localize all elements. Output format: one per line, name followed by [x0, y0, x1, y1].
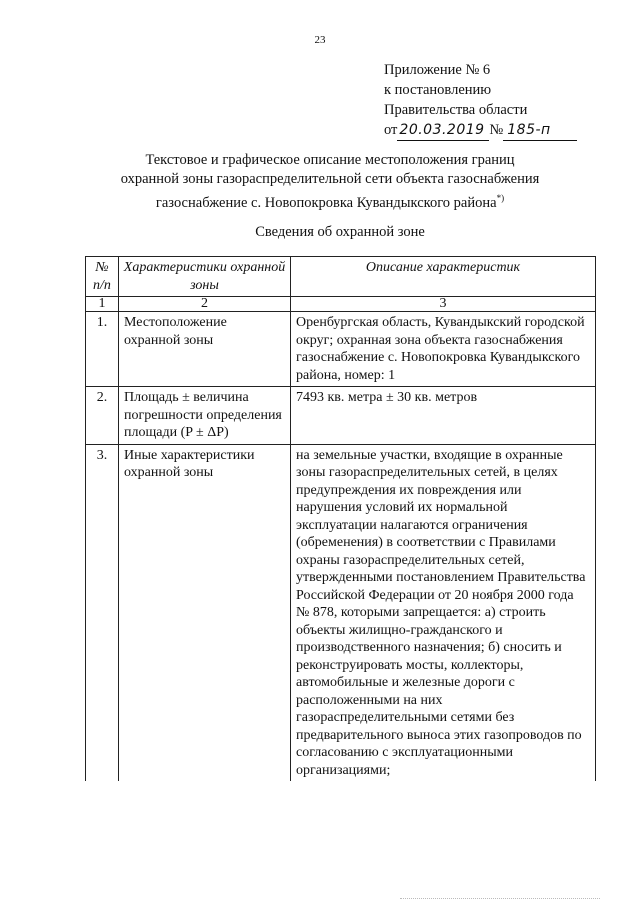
scan-artifact: [400, 898, 600, 903]
section-subtitle: Сведения об охранной зоне: [255, 224, 425, 240]
row-description: на земельные участки, входящие в охранные зоны газораспределительных сетей, в целях предупреждения их повреждения или нарушения условий их нормальной эксплуатации налагаются ограничения (обременения) в соответствии с Правилами охраны газораспределительных сетей, утвержденными постановлением Правительства Российской Федерации от 20 ноября 2000 года № 878, которыми запрещается: а) строить объекты жилищно-гражданского и производственного назначения; б) сносить и реконструировать мосты, коллекторы, автомобильные и железные дороги с расположенными на них газораспределительными сетями без предварительного выноса этих газопроводов по согласованию с эксплуатационными организациями;: [291, 444, 596, 781]
row-characteristic: Площадь ± величина погрешности определения площади (P ± ΔP): [119, 387, 291, 445]
index-cell: 3: [291, 297, 596, 312]
header-number: № п/п: [86, 257, 119, 297]
appendix-date-line: [384, 120, 577, 141]
zone-info-table: [85, 256, 596, 781]
appendix-line-resolution: к постановлению: [384, 82, 492, 98]
table-header-row: [86, 257, 596, 297]
row-number: 2.: [86, 387, 119, 445]
from-prefix: от: [384, 122, 398, 138]
row-characteristic: Местоположение охранной зоны: [119, 312, 291, 387]
title-line-3: [90, 189, 570, 213]
row-number: 3.: [86, 444, 119, 781]
table-row: [86, 387, 596, 445]
row-characteristic: Иные характеристики охранной зоны: [119, 444, 291, 781]
header-description: Описание характеристик: [291, 257, 596, 297]
number-sign: №: [489, 122, 504, 138]
table-row: [86, 312, 596, 387]
title-line-1: Текстовое и графическое описание местоположения границ: [145, 152, 515, 168]
document-title: [90, 151, 570, 213]
footnote-mark: *): [496, 193, 505, 203]
index-cell: 1: [86, 297, 119, 312]
index-cell: 2: [119, 297, 291, 312]
table-index-row: [86, 297, 596, 312]
title-line-3-text: газоснабжение с. Новопокровка Кувандыкского района: [155, 194, 497, 211]
row-description: 7493 кв. метра ± 30 кв. метров: [291, 387, 596, 445]
appendix-title: Приложение № 6: [384, 62, 491, 78]
page-number: 23: [314, 34, 326, 46]
row-description: Оренбургская область, Кувандыкский городской округ; охранная зона объекта газоснабжения газоснабжение с. Новопокровка Кувандыкского района, номер: 1: [291, 312, 596, 387]
appendix-line-government: Правительства области: [384, 102, 528, 118]
table-row: [86, 444, 596, 781]
handwritten-date: 20.03.2019: [397, 120, 489, 141]
handwritten-number: 185-п: [503, 120, 577, 141]
appendix-block: [384, 60, 577, 141]
title-line-2: охранной зоны газораспределительной сети объекта газоснабжения: [120, 171, 540, 187]
header-characteristic: Характеристики охранной зоны: [119, 257, 291, 297]
row-number: 1.: [86, 312, 119, 387]
